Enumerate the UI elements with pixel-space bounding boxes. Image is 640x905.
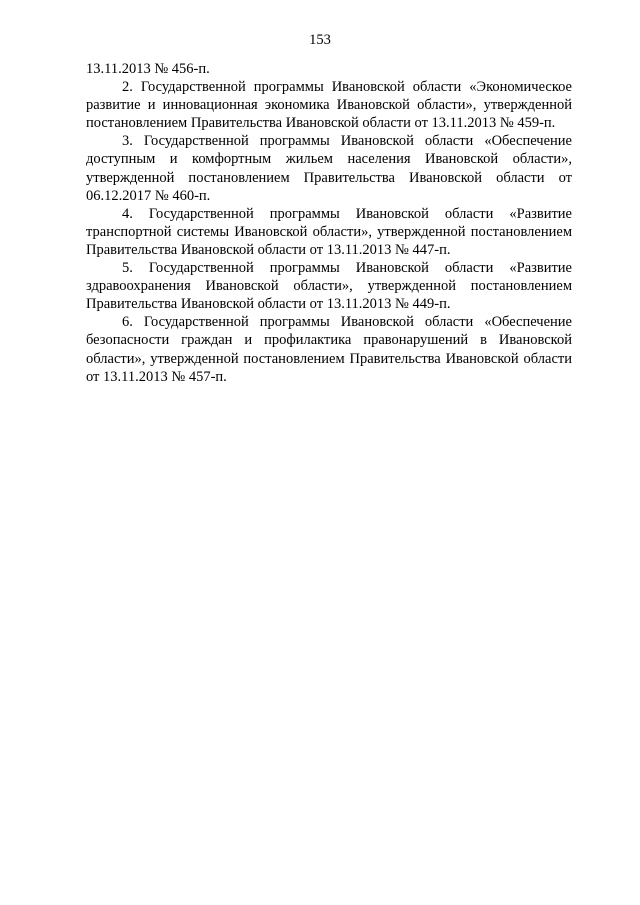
list-item-4: 4. Государственной программы Ивановской области «Развитие транспортной системы Ивановской области», утвержденной постановлением Правительства Ивановской области от 13.11.2013 № 447-п. (86, 205, 572, 258)
document-body (86, 60, 572, 386)
list-item-3: 3. Государственной программы Ивановской области «Обеспечение доступным и комфортным жильем населения Ивановской области», утвержденной постановлением Правительства Ивановской области от 06.12.2017 № 460-п. (86, 133, 572, 204)
list-item-2: 2. Государственной программы Ивановской области «Экономическое развитие и инновационная экономика Ивановской области», утвержденной постановлением Правительства Ивановской области от 13.11.2013 № 459-п. (86, 79, 572, 132)
list-item-5: 5. Государственной программы Ивановской области «Развитие здравоохранения Ивановской области», утвержденной постановлением Правительства Ивановской области от 13.11.2013 № 449-п. (86, 260, 572, 313)
paragraph-continuation: 13.11.2013 № 456-п. (86, 61, 210, 77)
list-item-6: 6. Государственной программы Ивановской области «Обеспечение безопасности граждан и профилактика правонарушений в Ивановской области», утвержденной постановлением Правительства Ивановской области от 13.11.2013 № 457-п. (86, 314, 572, 385)
page-number: 153 (309, 32, 331, 48)
